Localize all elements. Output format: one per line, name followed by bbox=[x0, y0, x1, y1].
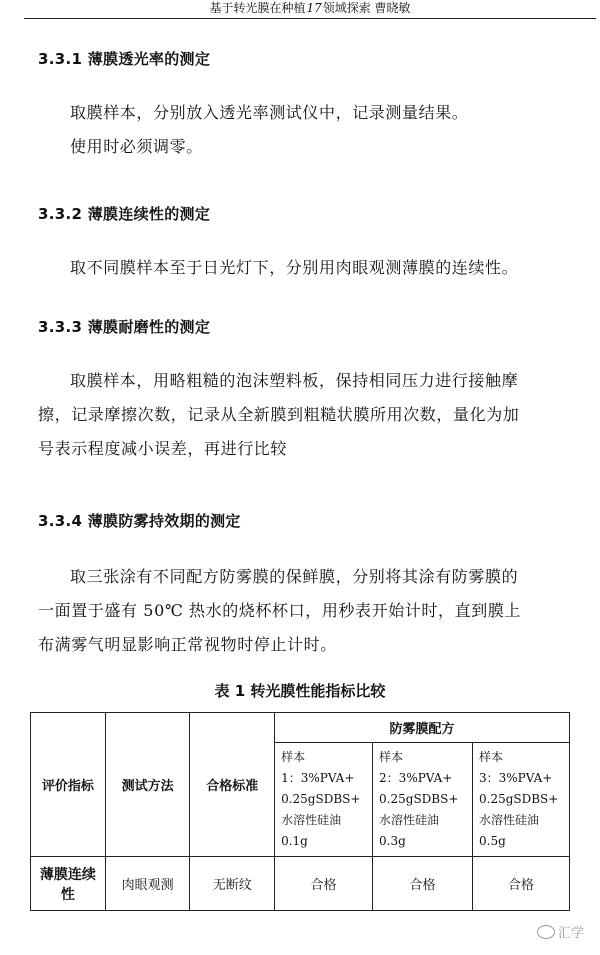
paragraph-line: 布满雾气明显影响正常视物时停止计时。 bbox=[38, 635, 337, 654]
sample-line: 0.25gSDBS+ bbox=[281, 792, 361, 806]
header-formula: 防雾膜配方 bbox=[275, 713, 570, 743]
paragraph-line: 取膜样本，分别放入透光率测试仪中，记录测量结果。 bbox=[70, 103, 469, 122]
page-number: 17 bbox=[306, 1, 322, 15]
paragraph-line: 取三张涂有不同配方防雾膜的保鲜膜，分别将其涂有防雾膜的 bbox=[70, 567, 519, 586]
comparison-table bbox=[30, 712, 570, 911]
sample-line: 水溶性硅油 bbox=[379, 813, 440, 827]
sample-line: 1：3%PVA+ bbox=[281, 771, 355, 785]
sample-line: 水溶性硅油 bbox=[479, 813, 540, 827]
paragraph-line: 取膜样本，用略粗糙的泡沫塑料板，保持相同压力进行接触摩 bbox=[70, 371, 519, 390]
row-result-2: 合格 bbox=[373, 857, 473, 911]
paragraph-line: 使用时必须调零。 bbox=[70, 137, 203, 156]
row-method: 肉眼观测 bbox=[105, 857, 190, 911]
sample-line: 2：3%PVA+ bbox=[379, 771, 453, 785]
paragraph-line: 号表示程度减小误差，再进行比较 bbox=[38, 439, 288, 458]
header-title-right: 领域探索 曹晓敏 bbox=[322, 1, 411, 15]
table-title: 表 1 转光膜性能指标比较 bbox=[214, 682, 386, 700]
sample-line: 水溶性硅油 bbox=[281, 813, 342, 827]
section-title-3-3-2: 3.3.2 薄膜连续性的测定 bbox=[38, 205, 211, 223]
row-standard: 无断纹 bbox=[190, 857, 275, 911]
sample-cell-3 bbox=[473, 743, 570, 857]
sample-line: 0.3g bbox=[379, 834, 406, 848]
watermark-text: 汇学 bbox=[557, 926, 584, 941]
sample-cell-1 bbox=[275, 743, 373, 857]
page-header bbox=[24, 0, 596, 19]
section-body-3-3-1 bbox=[38, 96, 558, 164]
row-indicator: 薄膜连续性 bbox=[31, 857, 106, 911]
header-method: 测试方法 bbox=[105, 713, 190, 857]
sample-line: 0.5g bbox=[479, 834, 506, 848]
header-indicator: 评价指标 bbox=[31, 713, 106, 857]
sample-cell-2 bbox=[373, 743, 473, 857]
paragraph-line: 一面置于盛有 50℃ 热水的烧杯杯口，用秒表开始计时，直到膜上 bbox=[38, 601, 522, 620]
section-title-3-3-1: 3.3.1 薄膜透光率的测定 bbox=[38, 50, 211, 68]
section-body-3-3-4 bbox=[38, 560, 558, 662]
sample-line: 0.1g bbox=[281, 834, 308, 848]
section-title-3-3-3: 3.3.3 薄膜耐磨性的测定 bbox=[38, 318, 211, 336]
sample-line: 0.25gSDBS+ bbox=[479, 792, 559, 806]
row-result-1: 合格 bbox=[275, 857, 373, 911]
header-standard: 合格标准 bbox=[190, 713, 275, 857]
header-title-left: 基于转光膜在种植 bbox=[209, 1, 306, 15]
sample-line: 样本 bbox=[479, 750, 504, 764]
wechat-icon bbox=[537, 925, 555, 939]
watermark bbox=[537, 922, 584, 941]
section-body-3-3-2 bbox=[38, 251, 558, 285]
paragraph-line: 取不同膜样本至于日光灯下，分别用肉眼观测薄膜的连续性。 bbox=[70, 258, 519, 277]
sample-line: 3：3%PVA+ bbox=[479, 771, 553, 785]
section-title-3-3-4: 3.3.4 薄膜防雾持效期的测定 bbox=[38, 512, 241, 530]
section-body-3-3-3 bbox=[38, 364, 558, 466]
row-result-3: 合格 bbox=[473, 857, 570, 911]
paragraph-line: 擦，记录摩擦次数，记录从全新膜到粗糙状膜所用次数，量化为加 bbox=[38, 405, 520, 424]
sample-line: 0.25gSDBS+ bbox=[379, 792, 459, 806]
sample-line: 样本 bbox=[379, 750, 404, 764]
sample-line: 样本 bbox=[281, 750, 306, 764]
